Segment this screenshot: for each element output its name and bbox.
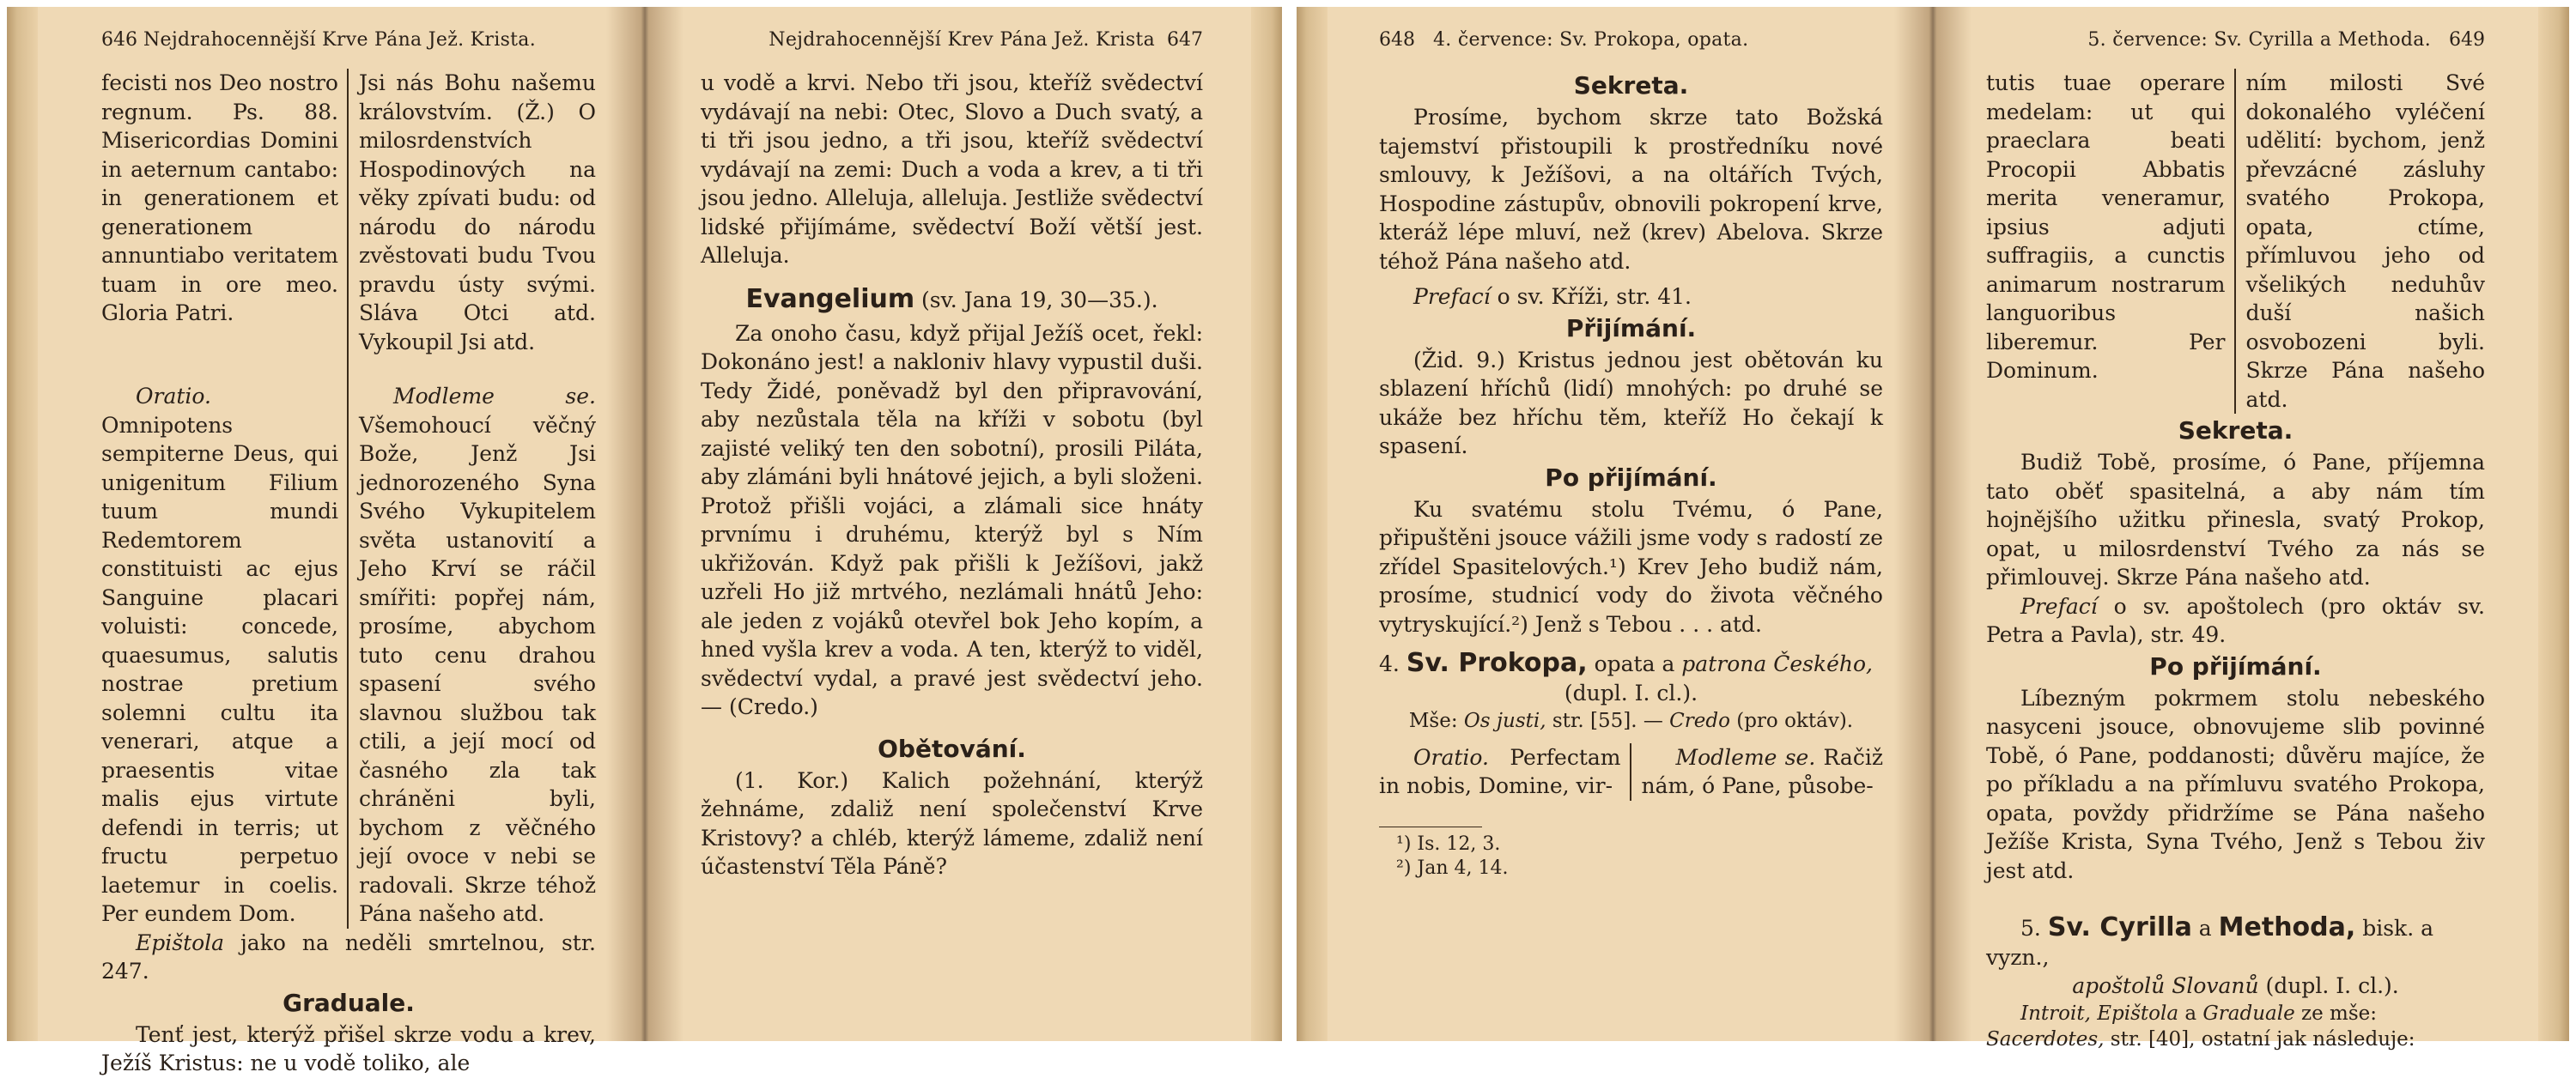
book-gutter — [606, 7, 683, 1041]
paragraph: Prosíme, bychom skrze tato Božská tajemství přistoupili k prostředníku nové smlouvy, k Ježíšovi, a na oltářích Tvých, Hospodine zástupův, obnovili pokropení krve, kteráž lépe mluví, než (krev) Abelova. Skrze téhož Pána našeho atd. — [1379, 105, 1883, 274]
feast-text: a — [2191, 916, 2219, 941]
czech-column: ním milosti Své dokonalého vyléčení udělití: bychom, jenž převzácné zásluhy svatého Prokopa, opata, ctíme, přímluvou jeho od všelikých neduhův duší našich osvobozeni byli. Skrze Pána našeho atd. — [2245, 70, 2485, 412]
gospel-reference: (sv. Jana 19, 30—35.). — [914, 287, 1158, 312]
page-647 — [647, 7, 1251, 1041]
latin-column: tutis tuae operare medelam: ut qui praeclara beati Procopii Abbatis merita veneramur, ipsius adjuti suffragiis, a cunctis animarum nostrarum languoribus liberemur. Per Dominum. — [1986, 69, 2236, 414]
paragraph: Za onoho času, když přijal Ježíš ocet, řekl: Dokonáno jest! a nakloniv hlavy vypustil duši. Tedy Židé, poněvadž byl den připravování, aby nezůstala těla na kříži v sobotu (byl zajisté veliký ten den sobotní), prosili Piláta, aby zlámáni byli hnátové jejich, a byli složeni. Protož přišli vojáci, a zlámali sice hnáty prvnímu i druhému, kterýž byl s Ním ukřižován. Když pak přišli k Ježíšovi, jakž uzřeli Ho již mrtvého, nezlámali hnátů Jeho: ale jeden z vojáků otevřel bok Jeho kopím, a hned vyšla krev a voda. A ten, kterýž to viděl, svědectví vydal, a pravé jest svědectví jeho. — (Credo.) — [701, 320, 1203, 719]
page-number: 648 — [1379, 29, 1415, 51]
running-head — [101, 29, 596, 51]
feast-title — [1379, 649, 1883, 679]
page-edge — [2538, 7, 2569, 1041]
paragraph: Ku svatému stolu Tvému, ó Pane, připuštěni jsouce vážili jsme vody s radostí ze zřídel Spasitelových.¹) Krev Jeho budiž nám, prosíme, studnicí vody do života věčného vytryskující.²) Jenž s Tebou . . . atd. — [1379, 496, 1883, 637]
latin-prayer — [101, 356, 349, 929]
intro-graduale: Graduale — [2202, 1002, 2295, 1025]
mass-note — [1379, 707, 1883, 736]
feast-name: Methoda, — [2218, 912, 2356, 942]
page-number: 646 — [101, 29, 137, 51]
epistle-text: jako na neděli smrtelnou, str. 247. — [101, 930, 596, 984]
intro-sacerdotes: Sacerdotes, — [1986, 1027, 2105, 1051]
running-title: 5. července: Sv. Cyrilla a Methoda. — [2087, 29, 2432, 51]
paragraph: (1. Kor.) Kalich požehnání, kterýž žehnáme, zdaliž není společenství Krve Kristovy? a chléb, kterýž lámeme, zdaliž není účastenství Těla Páně? — [701, 767, 1203, 879]
preface-text: o sv. apoštolech (pro oktáv sv. Petra a Pavla), str. 49. — [1986, 593, 2485, 647]
paragraph: (Žid. 9.) Kristus jednou jest obětován ku sblazení hříchů (lidí) mnohých: po druhé se ukáže bez hříchu těm, kteříž Ho čekají k spasení. — [1379, 347, 1883, 458]
running-head — [701, 29, 1203, 51]
running-title: Nejdrahocennější Krev Pána Jež. Krista — [769, 29, 1155, 51]
gospel-heading — [701, 281, 1203, 319]
mass-title: Os justi, — [1463, 710, 1546, 732]
prayer-label: Modleme se. — [1675, 744, 1816, 770]
section-heading: Po přijímání. — [2149, 651, 2322, 681]
intro-text: a — [2178, 1002, 2203, 1025]
prayer-text: Všemohoucí věčný Bože, Jenž Jsi jednorozeného Syna Svého Vykupitelem světa ustanovití a Jeho Krví se ráčil smířiti: popřej nám, prosíme, abychom tuto cenu drahou spasení svého slavnou službou tak ctili, a její mocí od časného zla tak chráněni byli, bychom z věčného její ovoce v nebi se radovali. Skrze téhož Pána našeho atd. — [359, 412, 596, 926]
mass-text: str. [55]. — — [1546, 710, 1670, 732]
preface-label: Prefací — [1413, 284, 1491, 309]
preface-text: o sv. Kříži, str. 41. — [1490, 284, 1692, 309]
two-column-text — [1379, 743, 1883, 801]
page-646 — [38, 7, 647, 1075]
running-head — [1986, 29, 2485, 51]
two-column-text — [1986, 69, 2485, 414]
prayer-label: Oratio. — [1413, 744, 1489, 770]
mass-tail: (pro oktáv). — [1729, 710, 1854, 732]
footnotes — [1379, 833, 1883, 881]
section-heading: Po přijímání. — [1545, 463, 1717, 492]
czech-prayer — [349, 356, 596, 929]
mass-label: Mše: — [1408, 710, 1464, 732]
feast-number: 5. — [2020, 916, 2041, 941]
two-column-text — [101, 69, 596, 356]
paragraph: Budiž Tobě, prosíme, ó Pane, příjemna tato oběť spasitelná, a aby nám tím hojnějšího užitku přinesla, svatý Prokop, opat, u milosrdenství Tvého za nás se přimlouvej. Skrze Pána našeho atd. — [1986, 450, 2485, 590]
latin-prayer — [1379, 743, 1631, 801]
section-heading: Sekreta. — [1573, 71, 1689, 100]
feast-name: Sv. Cyrilla — [2047, 912, 2192, 942]
book-spread-left — [7, 7, 1282, 1075]
feast-text: opata a — [1587, 651, 1682, 676]
feast-dupl: (dupl. I. cl.). — [2258, 973, 2399, 998]
feast-apostles: apoštolů Slovanů — [2072, 973, 2259, 998]
footnote: ¹) Is. 12, 3. — [1396, 833, 1501, 855]
running-head — [1379, 29, 1883, 51]
book-gutter — [1894, 7, 1971, 1041]
paragraph: u vodě a krvi. Nebo tři jsou, kteříž svědectví vydávají na nebi: Otec, Slovo a Duch svatý, a ti tři jsou jedno, a tři jsou, kteříž svědectví vydávají na zemi: Duch a voda a krev, a ti tři jsou jedno. Alleluja, alleluja. Jestliže svědectví lidské přijímáme, svědectví Boží větší jest. Alleluja. — [701, 70, 1203, 268]
prayer-label: Oratio. — [136, 384, 211, 409]
two-column-text — [101, 356, 596, 929]
czech-column: Jsi nás Bohu našemu královstvím. (Ž.) O milosrdenstvích Hospodinových na věky zpívati budu: od národu do národu zvěstovati budu Tvou pravdu ústy svými. Sláva Otci atd. Vykoupil Jsi atd. — [359, 70, 596, 354]
running-title: Nejdrahocennější Krve Pána Jež. Krista. — [143, 29, 537, 51]
intro-label: Introit, Epištola — [2020, 1002, 2179, 1025]
running-title: 4. července: Sv. Prokopa, opata. — [1432, 29, 1749, 51]
page-edge — [1251, 7, 1282, 1041]
prayer-text: Omnipotens sempiterne Deus, qui unigenitum Filium tuum mundi Redemtorem constituisti ac ejus Sanguine placari voluisti: concede, quaesumus, salutis nostrae pretium solemni cultu ita venerari, atque a praesentis vitae malis ejus virtute defendi in terris; ut fructu perpetuo laetemur in coelis. Per eundem Dom. — [101, 412, 338, 926]
prayer-text: Perfectam in nobis, Domine, vir- — [1379, 744, 1621, 798]
feast-rank — [1986, 972, 2485, 1001]
section-heading: Graduale. — [283, 988, 415, 1017]
feast-number: 4. — [1379, 651, 1400, 676]
page-number: 649 — [2449, 29, 2485, 51]
book-spread-right — [1297, 7, 2569, 1051]
page-number: 647 — [1167, 29, 1203, 51]
section-heading: Evangelium — [745, 283, 915, 314]
page-649 — [1933, 7, 2538, 1051]
paragraph: Líbezným pokrmem stolu nebeského nasyceni jsouce, obnovujeme slib povinné Tobě, ó Pane, poddanosti; důvěru majíce, že po příkladu a na přímluvu svatého Prokopa, opata, povždy přidržíme se Pána našeho Ježíše Krista, Syna Tvého, Jenž s Tebou živ jest atd. — [1986, 685, 2485, 883]
intro-note — [1986, 1001, 2485, 1052]
paragraph: Tenť jest, kterýž přišel skrze vodu a krev, Ježíš Kristus: ne u vodě toliko, ale — [101, 1021, 596, 1075]
preface-note — [1379, 282, 1883, 312]
footnote: ²) Jan 4, 14. — [1396, 857, 1509, 879]
prayer-text: Račiž nám, ó Pane, působe- — [1641, 744, 1884, 798]
epistle-note — [101, 929, 596, 986]
feast-text: bisk. a vyzn., — [1986, 916, 2434, 970]
feast-patron: patrona Českého, — [1681, 651, 1874, 676]
feast-name: Sv. Prokopa, — [1406, 648, 1588, 678]
page-648 — [1327, 7, 1933, 1041]
feast-rank: (dupl. I. cl.). — [1564, 680, 1698, 706]
latin-column: fecisti nos Deo nostro regnum. Ps. 88. Misericordias Domini in aeternum cantabo: in generationem et generationem annuntiabo veritatem tuam in ore meo. Gloria Patri. — [101, 69, 349, 356]
preface-note — [1986, 592, 2485, 650]
page-edge — [1297, 7, 1327, 1041]
prayer-label: Modleme se. — [393, 384, 596, 409]
section-heading: Obětování. — [878, 734, 1026, 763]
epistle-label: Epištola — [136, 930, 225, 955]
intro-text: ze mše: — [2294, 1002, 2378, 1025]
page-edge — [7, 7, 38, 1041]
mass-credo: Credo — [1669, 710, 1730, 732]
section-heading: Přijímání. — [1565, 313, 1697, 342]
czech-prayer — [1631, 743, 1884, 801]
preface-label: Prefací — [2020, 593, 2098, 619]
feast-title — [1986, 913, 2485, 972]
intro-text: str. [40], ostatní jak následuje: — [2104, 1027, 2415, 1051]
section-heading: Sekreta. — [2178, 416, 2293, 445]
